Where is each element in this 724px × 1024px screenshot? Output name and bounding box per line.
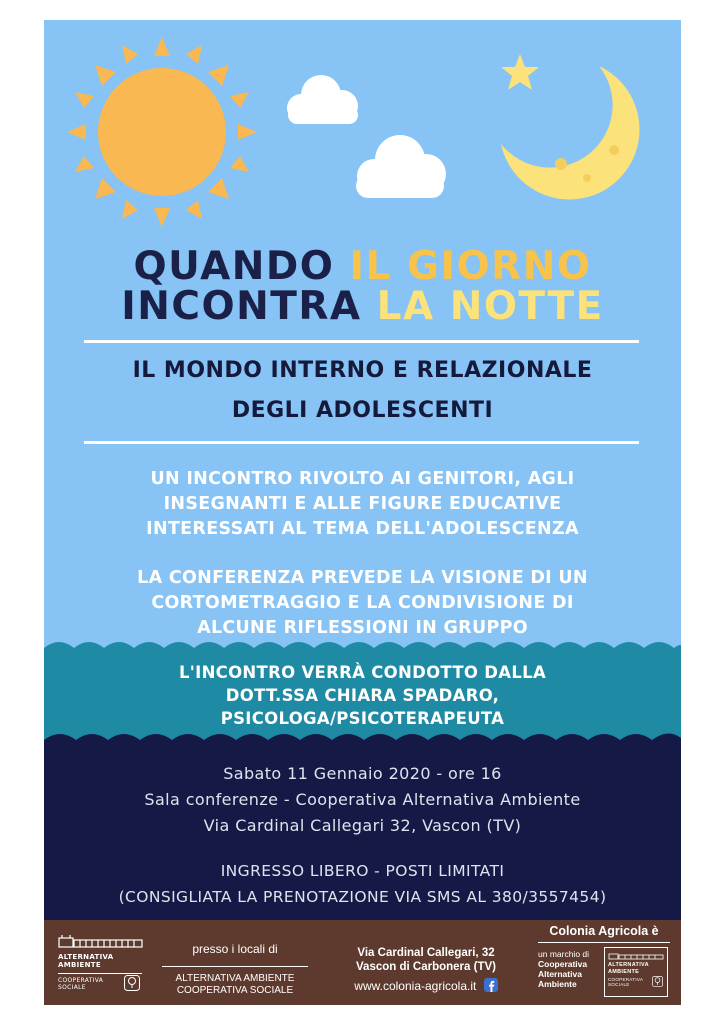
title-line-1 [44,244,681,289]
building-icon [608,951,664,960]
poster [44,20,681,1005]
audience-text [44,467,681,542]
text-line: INSEGNANTI E ALLE FIGURE EDUCATIVE [163,494,562,514]
presso-text: presso i locali di [192,942,278,956]
small-logo [604,947,668,997]
waves-bottom [44,726,681,754]
cloud-icon [276,70,366,130]
subtitle-line-2: DEGLI ADOLESCENTI [231,398,494,423]
brand-line: Alternativa [538,969,582,979]
event-venue: Sala conferenze - Cooperativa Alternativa Ambiente [144,790,581,809]
text-line: DOTT.SSA CHIARA SPADARO, [225,686,500,705]
brand-title: Colonia Agricola è [549,924,659,938]
booking-text: (CONSIGLIATA LA PRENOTAZIONE VIA SMS AL 380/3557454) [118,888,607,906]
text-line: PSICOLOGA/PSICOTERAPEUTA [220,709,505,728]
event-address: Via Cardinal Callegari 32, Vascon (TV) [203,816,522,835]
address-line: Via Cardinal Callegari, 32 [357,947,495,959]
logo-text: COOPERATIVA [608,977,644,982]
cloud-icon [344,130,454,205]
alternativa-ambiente-logo [58,934,144,1000]
brand-text [538,949,602,989]
brand-line: Ambiente [538,979,577,989]
tree-icon [652,976,663,987]
logo-text: COOPERATIVA [58,977,104,984]
title-highlight: IL GIORNO [349,244,592,289]
org-name: ALTERNATIVA AMBIENTE [175,973,295,984]
program-text [44,566,681,641]
event-details [44,761,681,839]
sun-icon [62,32,262,232]
subtitle-line-1: IL MONDO INTERNO E RELAZIONALE [132,358,593,383]
moon-icon [499,60,649,210]
text-line: L'INCONTRO VERRÀ CONDOTTO DALLA [178,663,547,682]
title-part: INCONTRA [121,284,377,329]
brand-line: un marchio di [538,949,590,959]
divider-top [84,340,639,343]
title-line-2 [44,284,681,329]
event-date: Sabato 11 Gennaio 2020 - ore 16 [223,764,502,783]
title-highlight: LA NOTTE [376,284,604,329]
logo-text: ALTERNATIVA [608,962,649,968]
title-part: QUANDO [133,244,350,289]
logo-text: SOCIALE [58,984,86,991]
footer [44,920,681,1005]
event-entry [44,858,681,910]
text-line: UN INCONTRO RIVOLTO AI GENITORI, AGLI [150,469,575,489]
brand-box [534,924,674,999]
building-icon [58,934,144,948]
facebook-icon[interactable] [484,978,498,992]
logo-text: ALTERNATIVA [58,953,114,961]
speaker-text [44,661,681,730]
text-line: INTERESSATI AL TEMA DELL'ADOLESCENZA [146,519,579,539]
host-info [162,942,308,997]
logo-text: AMBIENTE [58,961,101,969]
logo-text: AMBIENTE [608,968,640,975]
tree-icon [124,975,140,991]
entry-text: INGRESSO LIBERO - POSTI LIMITATI [220,862,505,880]
footer-address [328,946,524,993]
address-line: Vascon di Carbonera (TV) [356,961,496,973]
logo-text: SOCIALE [608,982,630,987]
divider-bottom [84,441,639,444]
brand-line: Cooperativa [538,959,588,969]
text-line: ALCUNE RIFLESSIONI IN GRUPPO [197,618,528,638]
website-link[interactable]: www.colonia-agricola.it [354,979,477,993]
org-type: COOPERATIVA SOCIALE [176,985,294,996]
text-line: LA CONFERENZA PREVEDE LA VISIONE DI UN [137,568,588,588]
website-row [328,978,524,993]
text-line: CORTOMETRAGGIO E LA CONDIVISIONE DI [151,593,574,613]
